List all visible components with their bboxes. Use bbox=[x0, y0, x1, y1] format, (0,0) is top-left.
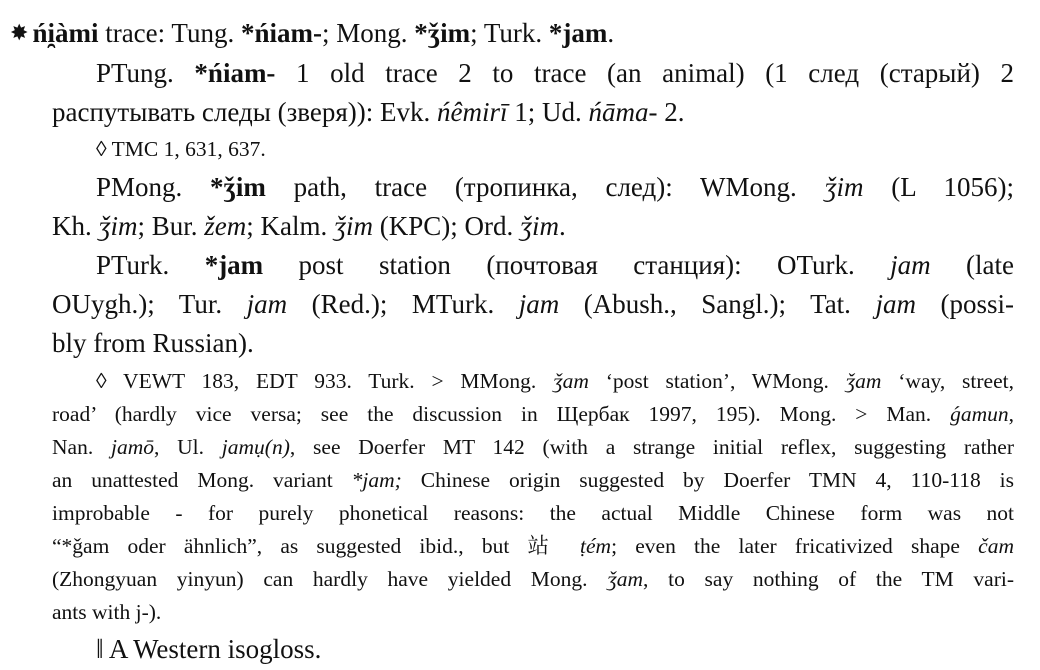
pturk-oturk: jam bbox=[890, 250, 931, 280]
pmong-kh: ǯim bbox=[98, 211, 138, 241]
notes-text: ‘way, street, bbox=[881, 369, 1014, 393]
pturk-line-2 bbox=[52, 287, 1014, 321]
notes-text: ‘post station’, WMong. bbox=[588, 369, 846, 393]
header-sep-2: ; Turk. bbox=[470, 18, 549, 48]
notes-line-7 bbox=[52, 564, 1014, 594]
pmong-kh-label: Kh. bbox=[52, 211, 99, 241]
pmong-ord: ǯim bbox=[519, 211, 559, 241]
pturk-line-3: bly from Russian). bbox=[52, 328, 254, 358]
pturk-line2-d: (possi- bbox=[915, 289, 1014, 319]
notes-line-5: improbable - for purely phonetical reasons: the actual Middle Chinese form was not bbox=[52, 501, 1014, 525]
pturk-label: PTurk. bbox=[96, 250, 205, 280]
ptung-ref: ◊ TMC 1, 631, 637. bbox=[96, 137, 266, 161]
header-end: . bbox=[607, 18, 615, 48]
notes-text: an unattested Mong. variant bbox=[52, 468, 352, 492]
notes-line-1 bbox=[96, 366, 1014, 396]
pmong-form: *ǯim bbox=[210, 172, 266, 202]
notes-text: ; even the later fricativized shape bbox=[611, 534, 979, 558]
pturk-line2-a: OUygh.); Tur. bbox=[52, 289, 247, 319]
pmong-line-2 bbox=[52, 209, 566, 243]
pturk-text-a: post station (почтовая станция): OTurk. bbox=[263, 250, 891, 280]
header-sep-1: ; Mong. bbox=[321, 18, 415, 48]
pturk-line-1 bbox=[96, 248, 1014, 282]
ptung-label: PTung. bbox=[96, 58, 195, 88]
notes-line-3 bbox=[52, 432, 1014, 462]
pturk-line2-c: (Abush., Sangl.); Tat. bbox=[559, 289, 876, 319]
isogloss-note: ‖ A Western isogloss. bbox=[96, 634, 322, 664]
ptung-line-2 bbox=[52, 95, 685, 129]
pmong-bur: žem bbox=[204, 211, 247, 241]
pmong-wm: ǯim bbox=[824, 172, 864, 202]
pturk-mturk: jam bbox=[518, 289, 560, 319]
header-tung-form: *ńiam- bbox=[240, 18, 322, 48]
notes-form: ǯam bbox=[607, 567, 644, 591]
notes-line-6 bbox=[52, 531, 1014, 561]
pmong-text-b: (L 1056); bbox=[863, 172, 1014, 202]
notes-cjk-char: 站 bbox=[527, 534, 562, 558]
notes-line-4 bbox=[52, 465, 1014, 495]
ptung-text-b: распутывать следы (зверя)): Evk. bbox=[52, 97, 437, 127]
pmong-line-1 bbox=[96, 170, 1014, 204]
pmong-kalm-ref: (KPC); Ord. bbox=[372, 211, 520, 241]
notes-text: Chinese origin suggested by Doerfer TMN 4, 110-118 is bbox=[401, 468, 1014, 492]
ptung-line-1 bbox=[96, 56, 1014, 90]
notes-form: ǯam bbox=[845, 369, 882, 393]
notes-text: “*ǧam oder ähnlich”, as suggested ibid., but bbox=[52, 534, 528, 558]
notes-text: , Ul. bbox=[153, 435, 222, 459]
pmong-kalm-label: ; Kalm. bbox=[246, 211, 334, 241]
notes-form: jamō bbox=[110, 435, 154, 459]
ptung-text-d: - 2. bbox=[648, 97, 685, 127]
entry-marker-icon: ✸ bbox=[10, 20, 29, 45]
ptung-form: *ńiam- bbox=[194, 58, 276, 88]
ptung-text-c: 1; Ud. bbox=[507, 97, 589, 127]
notes-form: ǵamun bbox=[950, 402, 1009, 426]
header-gloss: trace: Tung. bbox=[98, 18, 241, 48]
notes-form: *jam; bbox=[351, 468, 402, 492]
notes-form: čam bbox=[978, 534, 1014, 558]
notes-line-2 bbox=[52, 399, 1014, 429]
entry-header bbox=[10, 16, 614, 50]
notes-text: , see Doerfer MT 142 (with a strange initial reflex, suggesting rather bbox=[289, 435, 1014, 459]
ptung-evk: ńêmirī bbox=[437, 97, 508, 127]
pmong-text-a: path, trace (тропинка, след): WMong. bbox=[265, 172, 825, 202]
ptung-text-a: 1 old trace 2 to trace (an animal) (1 след (старый) 2 bbox=[275, 58, 1014, 88]
pmong-end: . bbox=[558, 211, 566, 241]
header-turk-form: *jam bbox=[548, 18, 608, 48]
notes-text: , bbox=[1008, 402, 1014, 426]
notes-text: ◊ VEWT 183, EDT 933. Turk. > MMong. bbox=[96, 369, 554, 393]
pturk-tur: jam bbox=[246, 289, 288, 319]
pmong-label: PMong. bbox=[96, 172, 211, 202]
notes-text: (Zhongyuan yinyun) can hardly have yielded Mong. bbox=[52, 567, 608, 591]
pturk-line2-b: (Red.); MTurk. bbox=[287, 289, 519, 319]
ptung-ud: ńāma bbox=[588, 97, 649, 127]
pturk-text-b: (late bbox=[930, 250, 1014, 280]
header-mong-form: *ǯim bbox=[414, 18, 471, 48]
pturk-form: *jam bbox=[204, 250, 264, 280]
notes-form: ṭém bbox=[580, 534, 612, 558]
notes-form: jamụ(n) bbox=[221, 435, 290, 459]
notes-form: ǯam bbox=[553, 369, 589, 393]
notes-text: road’ (hardly vice versa; see the discussion in Щербак 1997, 195). Mong. > Man. bbox=[52, 402, 951, 426]
notes-text: Nan. bbox=[52, 435, 111, 459]
pturk-tat: jam bbox=[875, 289, 916, 319]
notes-text: , to say nothing of the TM vari- bbox=[643, 567, 1014, 591]
notes-line-8: ants with j-). bbox=[52, 600, 162, 624]
pmong-bur-label: ; Bur. bbox=[137, 211, 205, 241]
pmong-kalm: ǯim bbox=[334, 211, 373, 241]
headword: ńi̯àmi bbox=[32, 18, 99, 48]
